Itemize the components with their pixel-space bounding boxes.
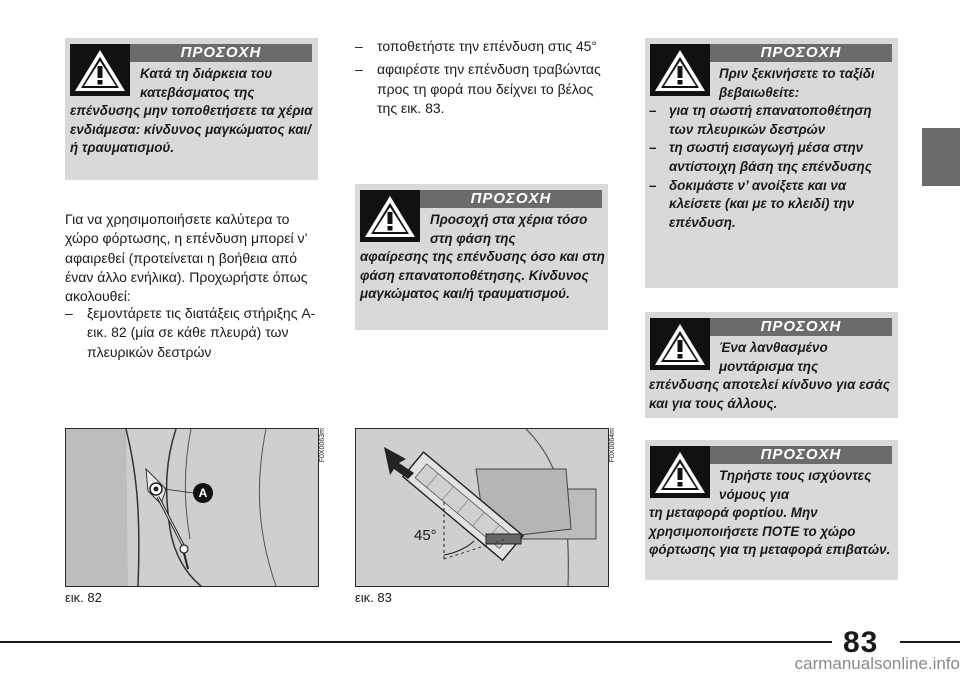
warning-title: ΠΡΟΣΟΧΗ xyxy=(710,446,892,464)
checklist-item: – δοκιμάστε ν’ ανοίξετε και να κλείσετε (και με το κλειδί) την επένδυση. xyxy=(649,177,894,233)
warning-box-2 xyxy=(355,184,608,330)
warning-lead: Τηρήστε τους ισχύοντες νόμους για xyxy=(719,468,872,502)
footer-rule-right xyxy=(900,641,960,643)
warning-rest: τη μεταφορά φορτίου. Μην χρησιμοποιήσετε ΠΟΤΕ το χώρο φόρτωσης για τη μεταφορά επιβατών. xyxy=(649,505,891,558)
page-number: 83 xyxy=(843,626,879,659)
step-1: – ξεμοντάρετε τις διατάξεις στήριξης A-εικ. 82 (μία σε κάθε πλευρά) των πλευρικών δεστρών xyxy=(65,304,320,362)
footer-rule-left xyxy=(0,641,832,643)
warning-text xyxy=(70,65,315,158)
warning-rest: επένδυσης αποτελεί κίνδυνο για εσάς και για τους άλλους. xyxy=(649,377,890,411)
figure-82-code: F0X0063m xyxy=(319,428,326,463)
figure-83-illustration xyxy=(356,429,608,586)
step-2: – τοποθετήστε την επένδυση στις 45° xyxy=(355,37,610,56)
warning-lead: Πριν ξεκινήσετε το ταξίδι βεβαιωθείτε: xyxy=(719,66,875,100)
figure-82 xyxy=(65,428,319,587)
figure-82-illustration xyxy=(66,429,318,586)
figure-83-caption: εικ. 83 xyxy=(355,590,392,605)
section-side-tab xyxy=(922,128,960,186)
checklist-item: – για τη σωστή επανατοποθέτηση των πλευρικών δεστρών xyxy=(649,102,894,139)
warning-text xyxy=(649,65,894,232)
intro-paragraph: Για να χρησιμοποιήσετε καλύτερα το χώρο φόρτωσης, η επένδυση μπορεί ν’ αφαιρεθεί (προτείνεται η βοήθεια από έναν άλλο ενήλικα). Προχωρήστε όπως ακολουθεί: xyxy=(65,211,308,305)
warning-text xyxy=(649,339,895,413)
warning-title: ΠΡΟΣΟΧΗ xyxy=(420,190,602,208)
warning-box-5 xyxy=(645,440,898,580)
checklist-item: – τη σωστή εισαγωγή μέσα στην αντίστοιχη βάση της επένδυσης xyxy=(649,139,894,176)
figure-83-code: F0X0064m xyxy=(609,428,616,463)
angle-label: 45° xyxy=(414,527,437,544)
warning-title: ΠΡΟΣΟΧΗ xyxy=(130,44,312,62)
warning-text xyxy=(360,211,606,304)
warning-title: ΠΡΟΣΟΧΗ xyxy=(710,44,892,62)
warning-checklist xyxy=(649,102,894,232)
warning-rest: επένδυσης μην τοποθετήσετε τα χέρια ενδιάμεσα: κίνδυνος μαγκώματος και/ή τραυματισμού. xyxy=(70,103,313,156)
warning-box-4 xyxy=(645,312,898,418)
warning-lead: Κατά τη διάρκεια του κατεβάσματος της xyxy=(140,66,273,100)
warning-box-1 xyxy=(65,38,318,180)
figure-82-caption: εικ. 82 xyxy=(65,590,102,605)
steps-list-1 xyxy=(65,304,320,362)
figure-83 xyxy=(355,428,609,587)
steps-list-2 xyxy=(355,37,610,118)
warning-box-3 xyxy=(645,38,898,288)
step-3: – αφαιρέστε την επένδυση τραβώντας προς τη φορά που δείχνει το βέλος της εικ. 83. xyxy=(355,60,610,118)
warning-rest: αφαίρεσης της επένδυσης όσο και στη φάση επανατοποθέτησης. Κίνδυνος μαγκώματος και/ή τραυματισμού. xyxy=(360,249,605,302)
watermark: carmanualsonline.info xyxy=(794,654,960,673)
callout-label-a: A xyxy=(198,486,208,500)
warning-lead: Ένα λανθασμένο μοντάρισμα της xyxy=(719,340,828,374)
warning-title: ΠΡΟΣΟΧΗ xyxy=(710,318,892,336)
warning-text xyxy=(649,467,895,560)
warning-lead: Προσοχή στα χέρια τόσο στη φάση της xyxy=(430,212,588,246)
